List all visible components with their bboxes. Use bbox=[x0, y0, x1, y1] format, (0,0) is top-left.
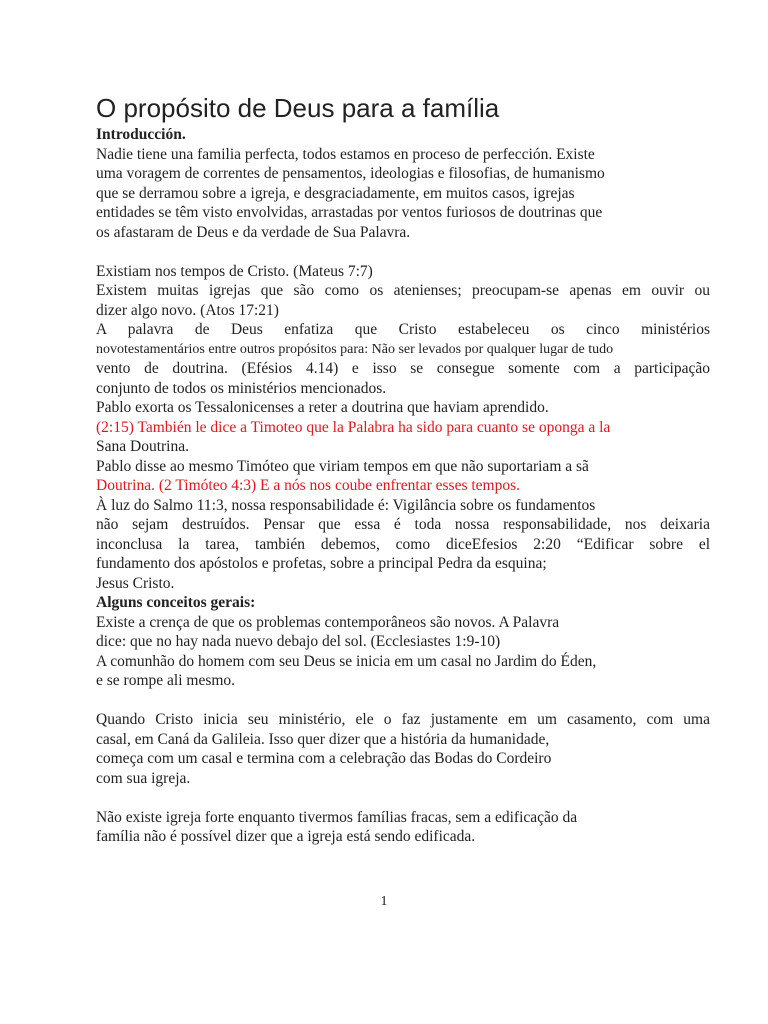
section-heading: Alguns conceitos gerais: bbox=[96, 594, 256, 611]
text-line: começa com um casal e termina com a celebração das Bodas do Cordeiro bbox=[96, 750, 552, 767]
blank-line bbox=[96, 242, 710, 262]
text-line: fundamento dos apóstolos e profetas, sobre a principal Pedra da esquina; bbox=[96, 555, 547, 572]
text-line: (2:15) También le dice a Timoteo que la Palabra ha sido para cuanto se oponga a la bbox=[96, 418, 611, 436]
blank-line bbox=[96, 691, 710, 711]
document-page bbox=[96, 92, 710, 847]
text-line: Existem muitas igrejas que são como os atenienses; preocupam-se apenas em ouvir ou bbox=[96, 282, 710, 299]
text-line: Existiam nos tempos de Cristo. (Mateus 7:7) bbox=[96, 262, 373, 280]
text-line: não sejam destruídos. Pensar que essa é toda nossa responsabilidade, nos deixaria bbox=[96, 516, 710, 533]
text-line: Doutrina. (2 Timóteo 4:3) E a nós nos coube enfrentar esses tempos. bbox=[96, 477, 521, 494]
text-line: dice: que no hay nada nuevo debajo del sol. (Ecclesiastes 1:9-10) bbox=[96, 633, 501, 650]
text-line: e se rompe ali mesmo. bbox=[96, 672, 236, 689]
text-line: com sua igreja. bbox=[96, 769, 191, 787]
section-heading: Introducción. bbox=[96, 126, 186, 143]
blank-line bbox=[96, 788, 710, 808]
text-line: A comunhão do homem com seu Deus se inicia em um casal no Jardim do Éden, bbox=[96, 652, 597, 670]
text-line: dizer algo novo. (Atos 17:21) bbox=[96, 301, 279, 319]
page-title: O propósito de Deus para a família bbox=[96, 93, 500, 123]
text-line: novotestamentários entre outros propósitos para: Não ser levados por qualquer lugar de tudo bbox=[96, 341, 614, 357]
text-line: os afastaram de Deus e da verdade de Sua Palavra. bbox=[96, 223, 411, 241]
document-body bbox=[96, 125, 710, 847]
text-line: Nadie tiene una familia perfecta, todos estamos en proceso de perfección. Existe bbox=[96, 145, 595, 163]
text-line: família não é possível dizer que a igreja está sendo edificada. bbox=[96, 828, 476, 845]
text-line: Não existe igreja forte enquanto tivermos famílias fracas, sem a edificação da bbox=[96, 808, 578, 826]
text-line: Pablo disse ao mesmo Timóteo que viriam tempos em que não suportariam a sã bbox=[96, 457, 589, 475]
text-line: entidades se têm visto envolvidas, arrastadas por ventos furiosos de doutrinas que bbox=[96, 204, 603, 221]
text-line: Sana Doutrina. bbox=[96, 438, 189, 455]
text-line: vento de doutrina. (Efésios 4.14) e isso se consegue somente com a participação bbox=[96, 360, 710, 377]
text-line: À luz do Salmo 11:3, nossa responsabilidade é: Vigilância sobre os fundamentos bbox=[96, 496, 596, 514]
text-line: casal, em Caná da Galileia. Isso quer dizer que a história da humanidade, bbox=[96, 730, 550, 748]
text-line: Existe a crença de que os problemas contemporâneos são novos. A Palavra bbox=[96, 613, 560, 631]
text-line: Jesus Cristo. bbox=[96, 574, 175, 592]
text-line: uma voragem de correntes de pensamentos, ideologias e filosofias, de humanismo bbox=[96, 165, 605, 182]
page-number: 1 bbox=[380, 894, 388, 909]
text-line: Quando Cristo inicia seu ministério, ele o faz justamente em um casamento, com uma bbox=[96, 711, 710, 728]
text-line: A palavra de Deus enfatiza que Cristo estabeleceu os cinco ministérios bbox=[96, 321, 710, 338]
text-line: que se derramou sobre a igreja, e desgraciadamente, em muitos casos, igrejas bbox=[96, 184, 575, 202]
text-line: conjunto de todos os ministérios mencionados. bbox=[96, 379, 387, 397]
text-line: inconclusa la tarea, también debemos, como diceEfesios 2:20 “Edificar sobre el bbox=[96, 535, 710, 553]
text-line: Pablo exorta os Tessalonicenses a reter a doutrina que haviam aprendido. bbox=[96, 399, 549, 416]
